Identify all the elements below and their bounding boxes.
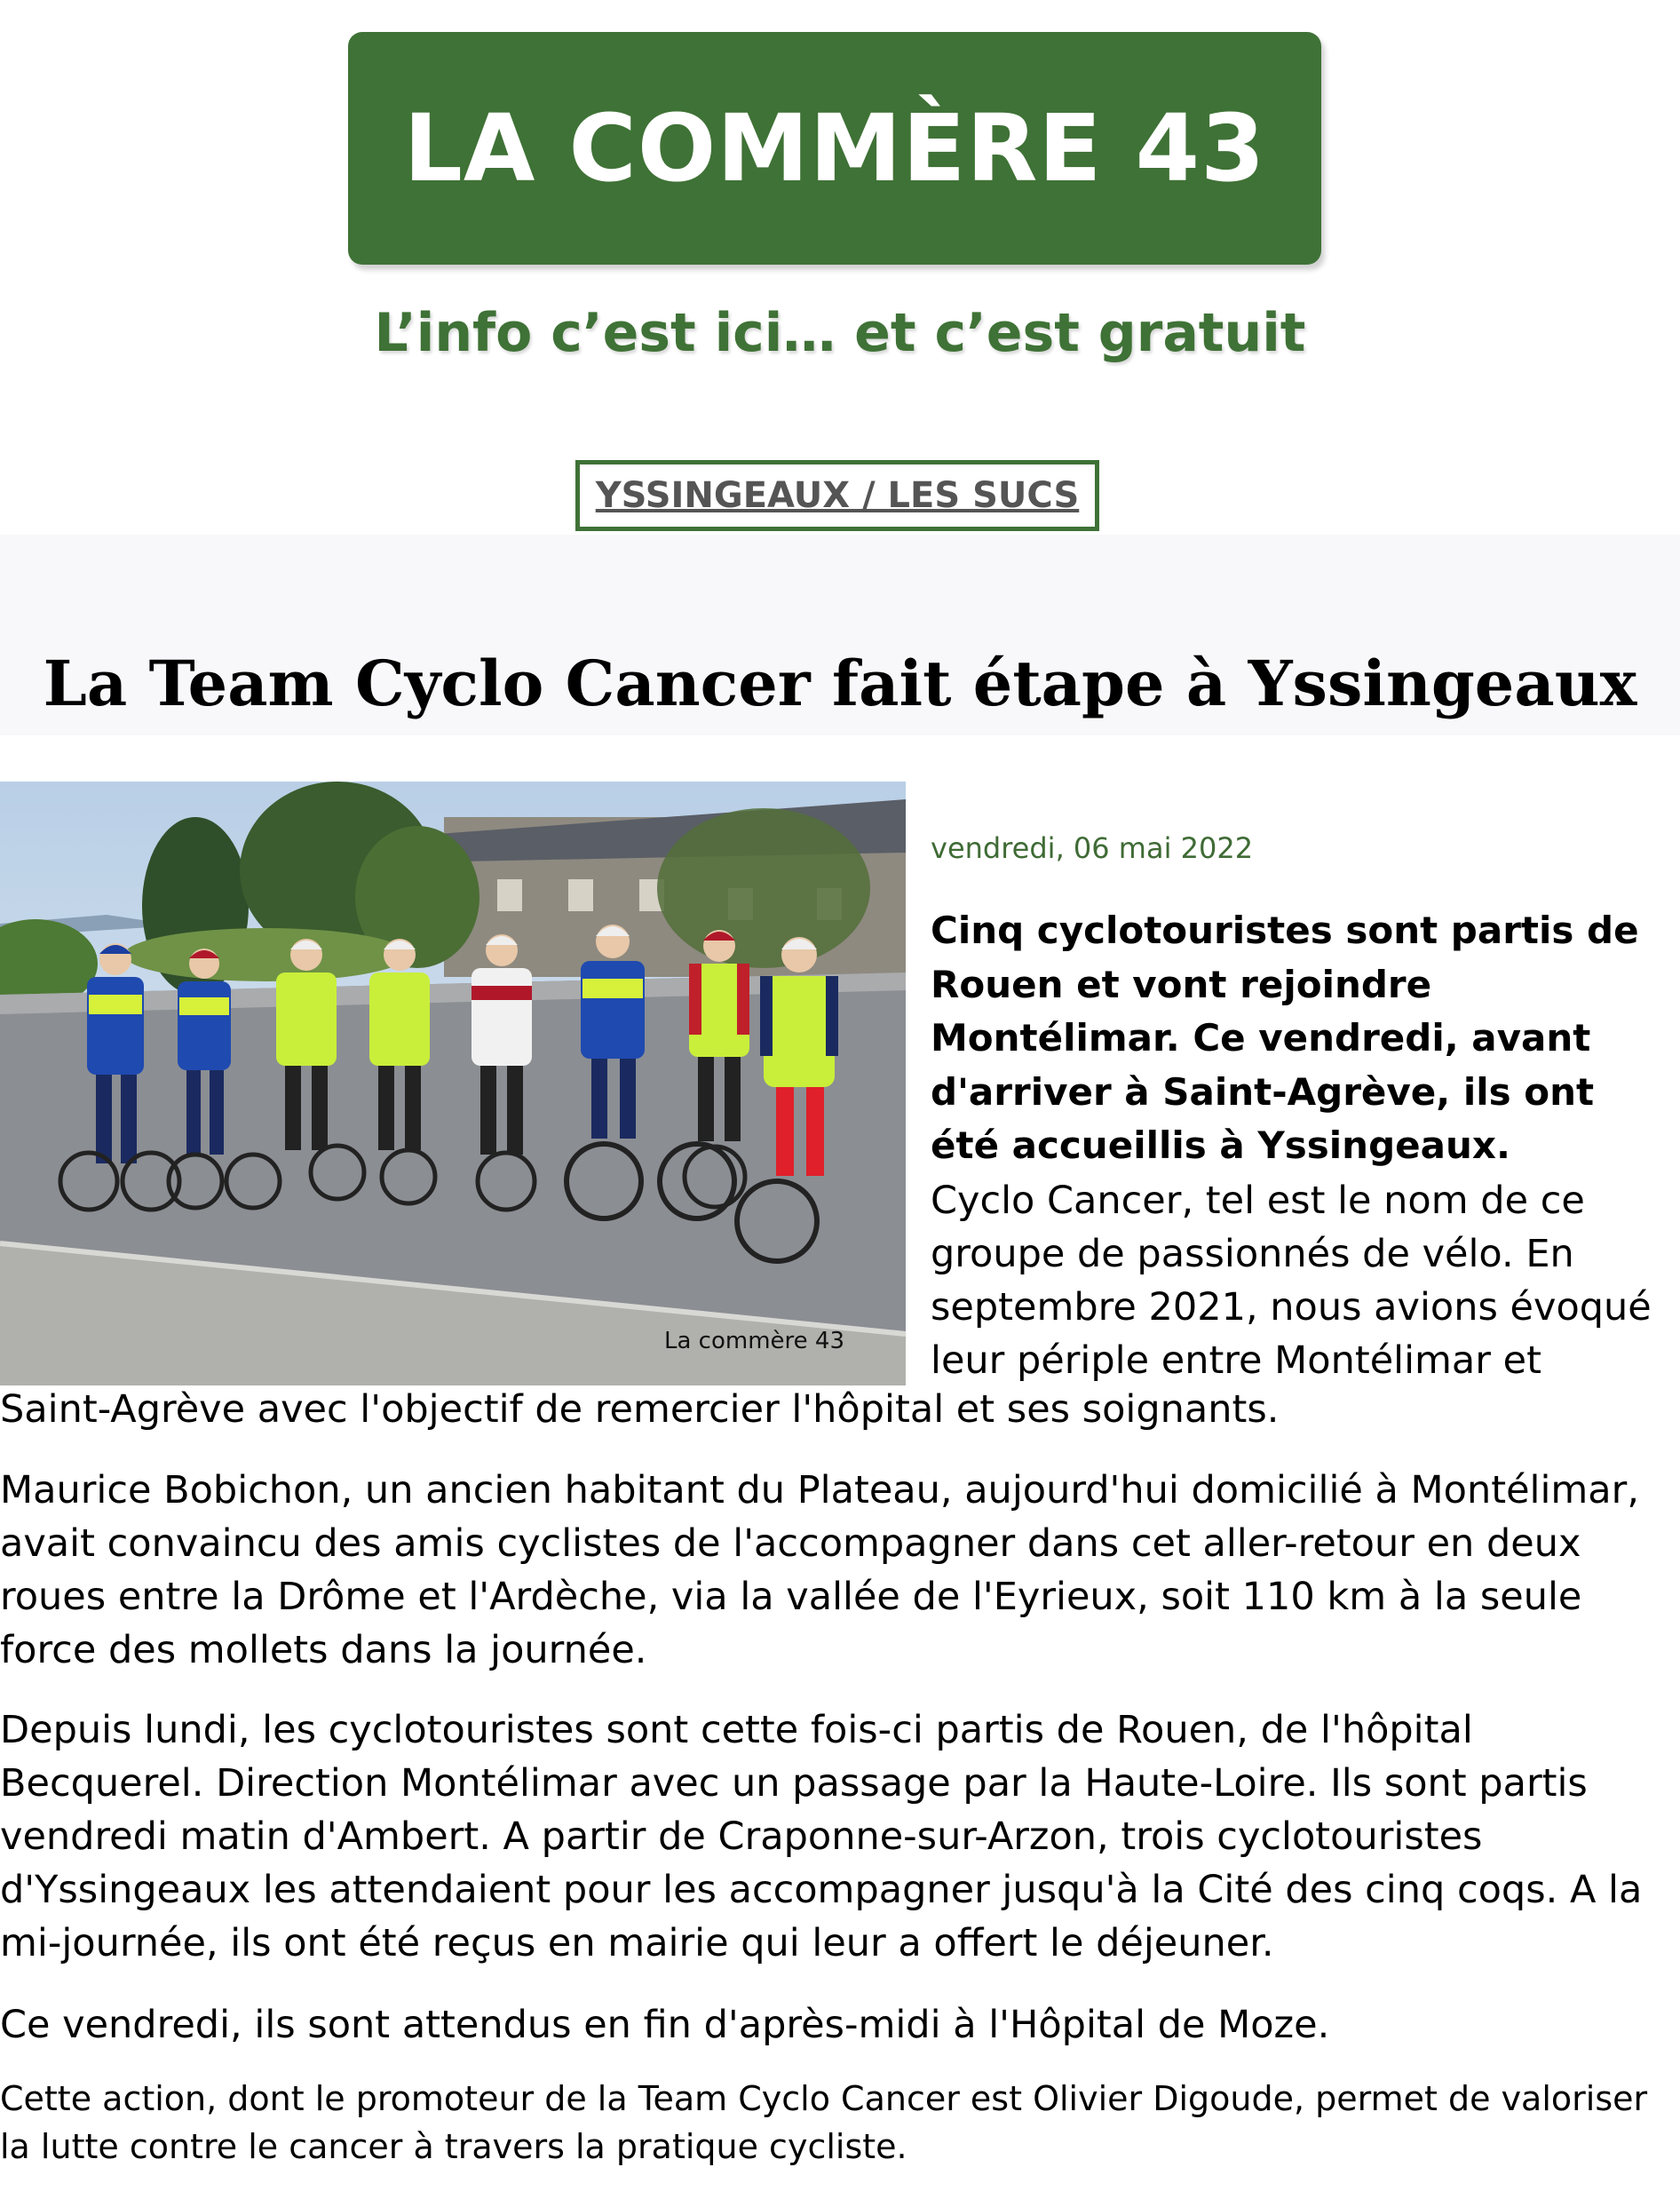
category-link[interactable]: YSSINGEAUX / LES SUCS xyxy=(595,475,1080,516)
article-body-side: Cyclo Cancer, tel est le nom de ce groupe de passionnés de vélo. En septembre 2021, nous avions évoqué leur périple entre Montélimar et xyxy=(931,1179,1652,1383)
article-photo xyxy=(0,782,906,1385)
article-paragraph-1: Maurice Bobichon, un ancien habitant du Plateau, aujourd'hui domicilié à Montélimar, avait convaincu des amis cyclistes de l'accompagner dans cet aller-retour en deux roues entre la Drôme et l'Ardèche, via la vallée de l'Eyrieux, soit 110 km à la seule force des mollets dans la journée. xyxy=(0,1468,1639,1672)
article-body-wrap-line: Saint-Agrève avec l'objectif de remercier l'hôpital et ses soignants. xyxy=(0,1387,1280,1432)
logo-text: LA COMMÈRE 43 xyxy=(403,94,1266,202)
article-paragraph-3: Ce vendredi, ils sont attendus en fin d'après-midi à l'Hôpital de Moze. xyxy=(0,2003,1330,2047)
article-paragraph-4: Cette action, dont le promoteur de la Team Cyclo Cancer est Olivier Digoude, permet de valoriser la lutte contre le cancer à travers la pratique cycliste. xyxy=(0,2079,1648,2166)
article-date: vendredi, 06 mai 2022 xyxy=(931,831,1254,865)
category-box xyxy=(575,460,1099,531)
article-title: La Team Cyclo Cancer fait étape à Yssingeaux xyxy=(43,647,1637,720)
photo-caption: La commère 43 xyxy=(664,1328,844,1354)
site-logo[interactable] xyxy=(348,32,1321,265)
article-lead: Cinq cyclotouristes sont partis de Rouen et vont rejoindre Montélimar. Ce vendredi, avant d'arriver à Saint-Agrève, ils ont été accueillis à Yssingeaux. xyxy=(931,909,1639,1167)
article-paragraph-2: Depuis lundi, les cyclotouristes sont cette fois-ci partis de Rouen, de l'hôpital Becquerel. Direction Montélimar avec un passage par la Haute-Loire. Ils sont partis vendredi matin d'Ambert. A partir de Craponne-sur-Arzon, trois cyclotouristes d'Yssingeaux les attendaient pour les accompagner jusqu'à la Cité des cinq coqs. A la mi-journée, ils ont été reçus en mairie qui leur a offert le déjeuner. xyxy=(0,1708,1643,1965)
site-tagline: L’info c’est ici… et c’est gratuit xyxy=(374,302,1306,364)
